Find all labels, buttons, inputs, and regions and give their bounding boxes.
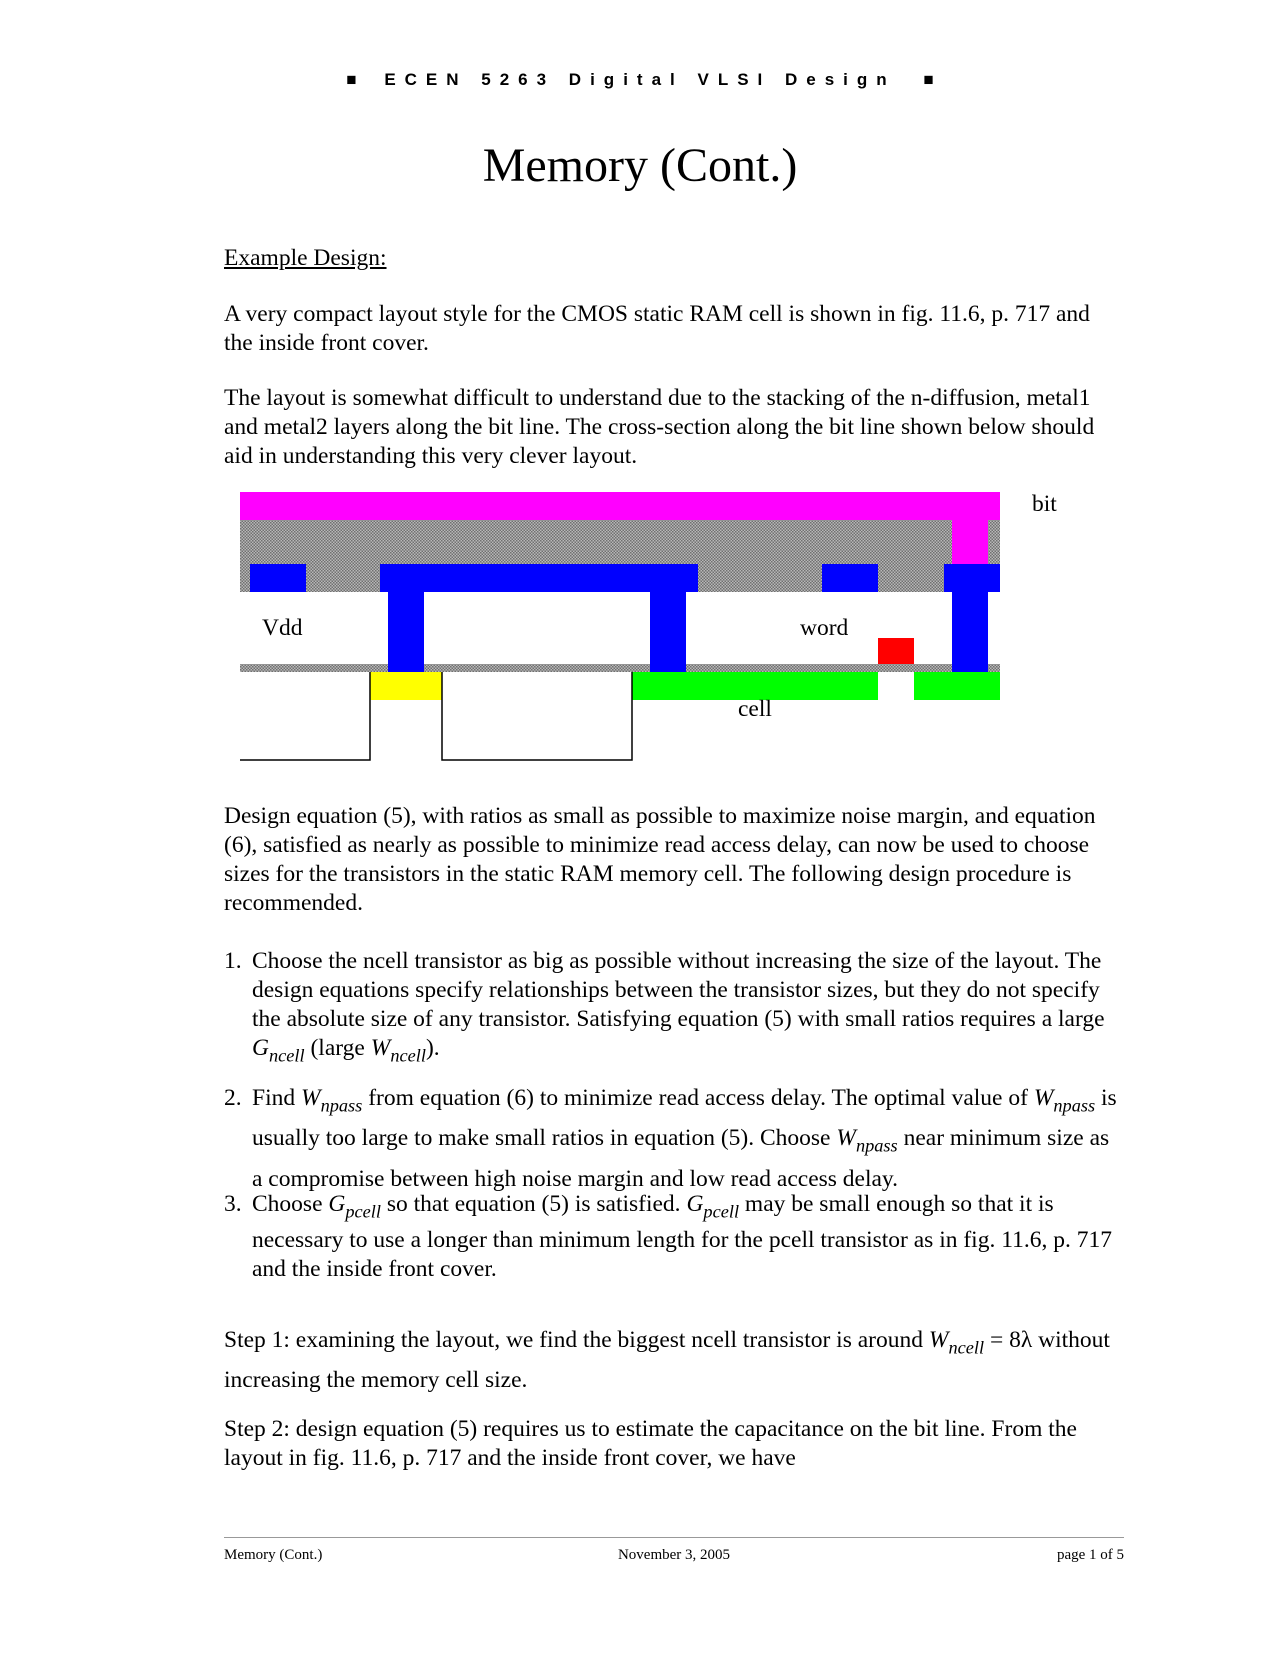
paragraph-3: Design equation (5), with ratios as small as possible to maximize noise margin, and equation (6), satisfied as nearly as possible to minimize read access delay, can now be used to choose sizes for the transistors in the static RAM memory cell. The following design procedure is recommended.	[224, 803, 1096, 916]
substrate-outline-left	[240, 672, 370, 760]
metal1-bit-contact-column	[952, 592, 988, 674]
course-header	[0, 70, 1280, 90]
p-diffusion	[370, 672, 442, 700]
footer-title: Memory (Cont.)	[224, 1547, 323, 1563]
n-diffusion-bit	[914, 672, 1000, 700]
metal1-contact-right	[650, 592, 686, 674]
metal1-vdd-segment	[250, 564, 306, 592]
procedure-list	[224, 947, 1124, 1070]
list-number: 3.	[224, 1191, 242, 1217]
step-2: Step 2: design equation (5) requires us to estimate the capacitance on the bit line. From the layout in fig. 11.6, p. 717 and the inside front cover, we have	[224, 1416, 1077, 1471]
metal1-bit-contact	[944, 564, 1000, 592]
paragraph-2: The layout is somewhat difficult to understand due to the stacking of the n-diffusion, metal1 and metal2 layers along the bit line. The cross-section along the bit line shown below should aid in understanding this very clever layout.	[224, 385, 1095, 469]
course-title: ECEN 5263 Digital VLSI Design	[384, 70, 896, 89]
poly-gate	[878, 638, 914, 664]
metal1-contact-left	[388, 592, 424, 674]
header-bullet-left: ■	[346, 70, 357, 89]
step-2-block	[224, 1415, 1124, 1473]
cross-section-diagram	[240, 492, 1060, 782]
list-item: 3. Choose $G_{pcell}$ so that equation (5) is satisfied. $G_{pcell}$ may be small enough so that it is necessary to use a longer than minimum length for the pcell transistor as in fig. 11.6, p. 717 and the inside front cover.	[224, 1191, 1112, 1283]
footer-page-number: page 1 of 5	[1056, 1547, 1124, 1563]
list-number: 2.	[224, 1085, 242, 1111]
lower-oxide-layer	[240, 664, 1000, 672]
procedure-list-2	[224, 1082, 1124, 1196]
step-1: Step 1: examining the layout, we find the biggest ncell transistor is around $W_{ncell} = 8\lambda$ without increasing the memory cell size.	[224, 1327, 1110, 1394]
well-outline	[442, 672, 632, 760]
list-number: 1.	[224, 948, 242, 974]
footer-divider	[224, 1537, 1124, 1538]
header-bullet-right: ■	[923, 70, 934, 89]
paragraph-1-block	[224, 300, 1124, 358]
metal2-bit-line	[240, 492, 1000, 520]
paragraph-2-block	[224, 384, 1124, 471]
footer-date: November 3, 2005	[617, 1547, 731, 1563]
label-vdd: Vdd	[262, 615, 303, 641]
page-title: Memory (Cont.)	[482, 139, 798, 192]
procedure-list-3	[224, 1190, 1124, 1284]
metal1-word-segment	[822, 564, 878, 592]
metal2-via	[952, 520, 988, 566]
step-1-block	[224, 1324, 1124, 1397]
paragraph-1: A very compact layout style for the CMOS static RAM cell is shown in fig. 11.6, p. 717 and the inside front cover.	[224, 301, 1090, 356]
list-item: 1. Choose the ncell transistor as big as possible without increasing the size of the layout. The design equations specify relationships between the transistor sizes, but they do not specify the absolute size of any transistor. Satisfying equation (5) with small ratios requires a large $G_{ncell}$ (large $W_{ncell}$).	[224, 948, 1105, 1066]
section-heading-block	[224, 244, 1124, 273]
label-word: word	[800, 615, 849, 641]
list-item: 2. Find $W_{npass}$ from equation (6) to minimize read access delay. The optimal value of $W_{npass}$ is usually too large to make small ratios in equation (5). Choose $W_{npass}$ near minimum size as a compromise between high noise margin and low read access delay.	[224, 1082, 1124, 1196]
paragraph-3-block	[224, 802, 1124, 918]
label-cell: cell	[738, 696, 772, 722]
section-heading: Example Design:	[224, 245, 387, 271]
metal1-strap	[380, 564, 698, 592]
label-bit: bit	[1032, 491, 1057, 517]
